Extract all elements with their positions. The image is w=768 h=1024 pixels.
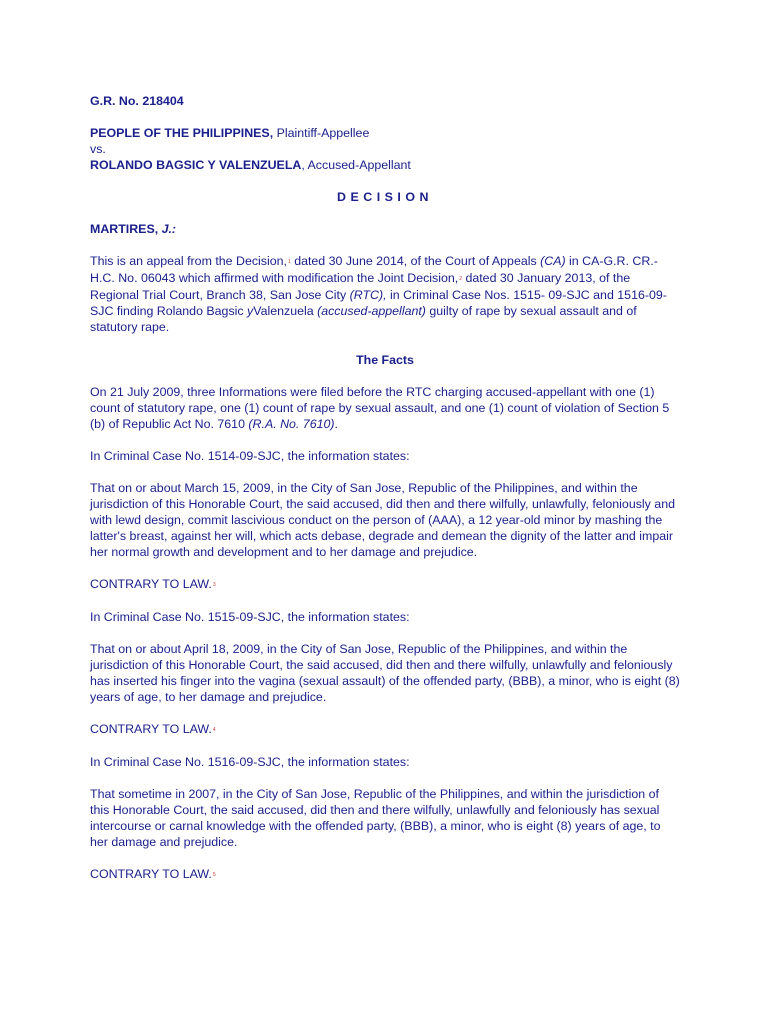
case3-contrary-text: CONTRARY TO LAW. xyxy=(90,867,212,881)
case1-contrary-text: CONTRARY TO LAW. xyxy=(90,577,212,591)
intro-text-6: Valenzuela xyxy=(253,304,318,318)
footnote-link-1[interactable]: 1 xyxy=(287,259,291,265)
case1-contrary xyxy=(90,576,680,593)
footnote-link-5[interactable]: 5 xyxy=(212,872,216,878)
intro-text-3: in CA-G.R. CR.-H.C. No. 06043 which affirmed with modification the Joint Decision, xyxy=(90,254,658,285)
case3-information: That sometime in 2007, in the City of San Jose, Republic of the Philippines, and within the jurisdiction of this Honorable Court, the said accused, did then and there wilfully, unlawfully and feloniously has sexual intercourse or carnal knowledge with the offended party, (BBB), a minor, who is eight (8) years of age, to her damage and prejudice. xyxy=(90,787,661,849)
ponente-title: J.: xyxy=(161,222,177,236)
footnote-link-3[interactable]: 3 xyxy=(212,582,216,588)
intro-ca: (CA) xyxy=(540,254,566,268)
case2-information: That on or about April 18, 2009, in the City of San Jose, Republic of the Philippines, and within the jurisdiction of this Honorable Court, the said accused, did then and there wilfully, unlawfully and feloniously has inserted his finger into the vagina (sexual assault) of the offended party, (BBB), a minor, who is eight (8) years of age, to her damage and prejudice. xyxy=(90,642,680,704)
facts-text-1: On 21 July 2009, three Informations were filed before the RTC charging accused-appellant with one (1) count of statutory rape, one (1) count of rape by sexual assault, and one (1) count of violation of Section 5 (b) of Republic Act No. 7610 xyxy=(90,385,670,431)
intro-text-5: in Criminal Case Nos. 1515- 09-SJC and 1516-09-SJC finding Rolando Bagsic xyxy=(90,288,667,318)
intro-text-4: dated 30 January 2013, of the Regional Trial Court, Branch 38, San Jose City xyxy=(90,271,631,302)
plaintiff-name: PEOPLE OF THE PHILIPPINES, xyxy=(90,126,274,140)
plaintiff-line xyxy=(90,125,680,141)
case-parties xyxy=(90,125,680,173)
case3-intro: In Criminal Case No. 1516-09-SJC, the information states: xyxy=(90,755,410,769)
intro-text-2: dated 30 June 2014, of the Court of Appeals xyxy=(290,254,541,268)
case2-intro: In Criminal Case No. 1515-09-SJC, the information states: xyxy=(90,610,410,624)
intro-text-1: This is an appeal from the Decision, xyxy=(90,254,287,268)
ponente xyxy=(90,221,680,237)
plaintiff-role: Plaintiff-Appellee xyxy=(273,126,370,140)
facts-paragraph xyxy=(90,384,680,432)
case-number: G.R. No. 218404 xyxy=(90,94,184,108)
accused-role: , Accused-Appellant xyxy=(301,158,411,172)
facts-ra: (R.A. No. 7610) xyxy=(248,417,335,431)
case3-contrary xyxy=(90,866,680,883)
versus-label: vs. xyxy=(90,142,106,156)
facts-heading: The Facts xyxy=(356,353,414,367)
intro-text-7: guilty of rape by sexual assault and of statutory rape. xyxy=(90,304,637,334)
intro-rtc: (RTC), xyxy=(349,288,387,302)
footnote-link-2[interactable]: 2 xyxy=(459,276,463,282)
ponente-name: MARTIRES, xyxy=(90,222,162,236)
facts-text-2: . xyxy=(334,417,338,431)
case1-intro: In Criminal Case No. 1514-09-SJC, the information states: xyxy=(90,449,410,463)
case1-information: That on or about March 15, 2009, in the City of San Jose, Republic of the Philippines, and within the jurisdiction of this Honorable Court, the said accused, did then and there wilfully, unlawfully, feloniously and with lewd design, commit lascivious conduct on the person of (AAA), a 12 year-old minor by mashing the latter's breast, against her will, which acts debase, degrade and demean the dignity of the latter and impair her normal growth and development and to her damage and prejudice. xyxy=(90,481,675,559)
accused-name: ROLANDO BAGSIC Y VALENZUELA xyxy=(90,158,302,172)
case2-contrary-text: CONTRARY TO LAW. xyxy=(90,722,212,736)
decision-document xyxy=(90,93,680,883)
accused-line xyxy=(90,157,680,173)
intro-accused-appellant: (accused-appellant) xyxy=(317,304,426,318)
intro-paragraph xyxy=(90,253,680,335)
case2-contrary xyxy=(90,721,680,738)
decision-heading: DECISION xyxy=(337,190,433,204)
intro-y: y xyxy=(247,304,254,318)
footnote-link-4[interactable]: 4 xyxy=(212,727,216,733)
